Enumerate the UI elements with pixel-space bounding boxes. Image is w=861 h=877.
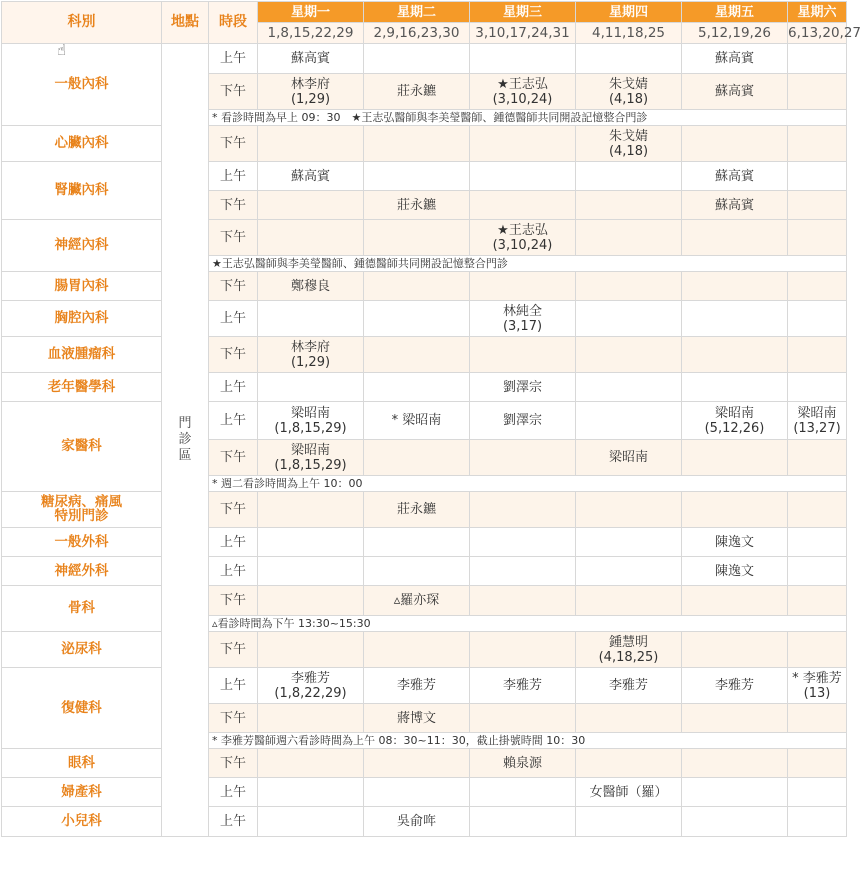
period-label: 下午 [209,337,258,373]
doctor-cell [788,301,847,337]
period-label: 上午 [209,373,258,402]
doctor-cell [682,337,788,373]
schedule-row [2,528,847,557]
doctor-cell [258,373,364,402]
location-name: 門診區 [178,416,192,463]
department-label[interactable] [2,220,162,272]
doctor-cell [682,632,788,668]
doctor-cell [682,272,788,301]
doctor-cell[interactable]: 劉澤宗 [470,373,576,402]
day-dates-thu: 4,11,18,25 [576,23,682,44]
doctor-cell[interactable]: ★王志弘 (3,10,24) [470,220,576,256]
day-name-tue: 星期二 [364,2,470,23]
doctor-cell [470,44,576,74]
doctor-cell[interactable]: 梁昭南 [576,440,682,476]
day-dates-fri: 5,12,19,26 [682,23,788,44]
doctor-cell [470,191,576,220]
doctor-cell [576,191,682,220]
department-name: 眼科 [68,754,95,771]
doctor-cell [470,440,576,476]
period-label: 下午 [209,586,258,616]
department-name: 一般外科 [54,533,109,550]
doctor-cell [364,44,470,74]
doctor-cell [576,301,682,337]
header-period: 時段 [209,2,258,44]
doctor-cell [470,337,576,373]
doctor-cell[interactable]: 蘇高賓 [682,191,788,220]
schedule-note: * 看診時間為早上 09：30 ★王志弘醫師與李美瑩醫師、鍾德醫師共同開設記憶整合門診 [209,110,847,126]
doctor-cell [258,492,364,528]
doctor-cell [788,807,847,837]
doctor-cell [682,492,788,528]
department-name: 老年醫學科 [47,378,116,395]
doctor-cell [788,778,847,807]
day-name-wed: 星期三 [470,2,576,23]
schedule-row [2,272,847,301]
doctor-cell [364,162,470,191]
department-name: 神經內科 [54,237,109,253]
department-name: 糖尿病、痛風 特別門診 [41,494,122,524]
doctor-cell[interactable]: * 李雅芳 (13) [788,668,847,704]
schedule-row [2,632,847,668]
doctor-cell [576,749,682,778]
doctor-cell[interactable]: 陳逸文 [682,557,788,586]
doctor-cell [576,220,682,256]
schedule-note: ★王志弘醫師與李美瑩醫師、鍾德醫師共同開設記憶整合門診 [209,256,847,272]
doctor-cell[interactable]: 梁昭南 (13,27) [788,402,847,440]
department-label[interactable] [2,528,162,557]
department-label[interactable] [2,492,162,528]
doctor-cell [364,440,470,476]
header-dept: 科別 [2,2,162,44]
header-location: 地點 [162,2,209,44]
doctor-cell[interactable]: 蘇高賓 [258,44,364,74]
period-label: 下午 [209,74,258,110]
period-label: 上午 [209,162,258,191]
doctor-cell[interactable]: 吳俞哖 [364,807,470,837]
doctor-cell [788,492,847,528]
day-dates-tue: 2,9,16,23,30 [364,23,470,44]
doctor-cell [364,778,470,807]
department-label[interactable] [2,749,162,778]
doctor-cell [682,586,788,616]
department-label[interactable] [2,41,162,126]
doctor-cell [788,440,847,476]
doctor-cell[interactable]: 李雅芳 [470,668,576,704]
doctor-cell[interactable]: 林純全 (3,17) [470,301,576,337]
hand-pointer-icon: ☝ [57,41,67,59]
schedule-row [2,337,847,373]
doctor-cell[interactable]: 梁昭南 (5,12,26) [682,402,788,440]
department-name: 心臟內科 [54,135,109,151]
department-label[interactable] [2,668,162,749]
schedule-body [2,41,847,837]
doctor-cell [258,778,364,807]
department-name: 泌尿科 [61,641,102,657]
doctor-cell [788,528,847,557]
schedule-row [2,492,847,528]
schedule-row [2,557,847,586]
period-label: 上午 [209,402,258,440]
doctor-cell [470,126,576,162]
schedule-row [2,586,847,616]
doctor-cell[interactable]: 蔣博文 [364,704,470,733]
doctor-cell[interactable]: 朱戈婧 (4,18) [576,74,682,110]
doctor-cell [470,492,576,528]
doctor-cell [470,557,576,586]
doctor-cell [470,162,576,191]
doctor-cell [258,749,364,778]
department-name: 腸胃內科 [54,277,109,294]
doctor-cell[interactable]: 李雅芳 [364,668,470,704]
doctor-cell [576,586,682,616]
doctor-cell[interactable]: 鄭穆良 [258,272,364,301]
schedule-row [2,44,847,74]
doctor-cell [576,373,682,402]
doctor-cell [364,557,470,586]
doctor-cell[interactable]: 莊永鑣 [364,74,470,110]
doctor-cell [788,126,847,162]
doctor-cell [470,632,576,668]
schedule-note: * 李雅芳醫師週六看診時間為上午 08：30~11：30，截止掛號時間 10：30 [209,733,847,749]
doctor-cell [576,162,682,191]
doctor-cell [788,373,847,402]
day-dates-mon: 1,8,15,22,29 [258,23,364,44]
doctor-cell [258,220,364,256]
doctor-cell [788,74,847,110]
department-name: 一般內科 [54,76,109,92]
doctor-cell [258,586,364,616]
doctor-cell [258,632,364,668]
period-label: 下午 [209,492,258,528]
period-label: 下午 [209,220,258,256]
doctor-cell[interactable]: 莊永鑣 [364,191,470,220]
doctor-cell [258,557,364,586]
doctor-cell [364,373,470,402]
location-cell [162,44,209,837]
doctor-cell [576,272,682,301]
schedule-note: * 週二看診時間為上午 10：00 [209,476,847,492]
department-label[interactable] [2,126,162,162]
doctor-cell [258,807,364,837]
doctor-cell[interactable]: 蘇高賓 [682,44,788,74]
period-label: 上午 [209,778,258,807]
doctor-cell [788,704,847,733]
doctor-cell [576,44,682,74]
schedule-row [2,749,847,778]
doctor-cell[interactable]: 李雅芳 [682,668,788,704]
doctor-cell [258,301,364,337]
doctor-cell [788,162,847,191]
doctor-cell [258,126,364,162]
doctor-cell [364,301,470,337]
period-label: 下午 [209,191,258,220]
doctor-cell[interactable]: 蘇高賓 [682,74,788,110]
doctor-cell[interactable]: 賴泉源 [470,749,576,778]
doctor-cell [788,632,847,668]
department-label[interactable] [2,162,162,220]
department-label[interactable] [2,402,162,492]
period-label: 下午 [209,632,258,668]
doctor-cell [364,272,470,301]
day-dates-sat: 6,13,20,27 [788,23,847,44]
doctor-cell[interactable]: 梁昭南 (1,8,15,29) [258,402,364,440]
doctor-cell [576,557,682,586]
department-name: 血液腫瘤科 [47,346,116,362]
doctor-cell [682,440,788,476]
period-label: 上午 [209,807,258,837]
department-name: 家醫科 [61,438,102,454]
department-label[interactable] [2,337,162,373]
clinic-schedule-table [1,1,861,837]
department-label[interactable] [2,586,162,632]
doctor-cell [682,778,788,807]
doctor-cell [788,272,847,301]
schedule-row [2,220,847,256]
department-label[interactable] [2,807,162,837]
doctor-cell [682,807,788,837]
department-name: 神經外科 [54,562,109,579]
doctor-cell[interactable]: 劉澤宗 [470,402,576,440]
doctor-cell [576,528,682,557]
schedule-row [2,162,847,191]
department-name: 骨科 [68,600,95,616]
period-label: 下午 [209,126,258,162]
department-label[interactable] [2,373,162,402]
doctor-cell [258,191,364,220]
doctor-cell [682,301,788,337]
department-name: 腎臟內科 [54,182,109,198]
doctor-cell[interactable]: ▵羅亦琛 [364,586,470,616]
doctor-cell[interactable]: 林李府 (1,29) [258,337,364,373]
doctor-cell [682,704,788,733]
period-label: 上午 [209,301,258,337]
period-label: 下午 [209,272,258,301]
period-label: 下午 [209,704,258,733]
doctor-cell [788,586,847,616]
doctor-cell [788,44,847,74]
period-label: 上午 [209,44,258,74]
doctor-cell [682,220,788,256]
doctor-cell [576,704,682,733]
schedule-row [2,301,847,337]
schedule-row [2,402,847,440]
doctor-cell [364,126,470,162]
doctor-cell [364,220,470,256]
day-dates-wed: 3,10,17,24,31 [470,23,576,44]
doctor-cell [788,220,847,256]
doctor-cell [470,778,576,807]
doctor-cell [682,126,788,162]
department-label[interactable] [2,301,162,337]
doctor-cell [470,704,576,733]
doctor-cell [470,807,576,837]
period-label: 上午 [209,668,258,704]
doctor-cell[interactable]: ★王志弘 (3,10,24) [470,74,576,110]
day-name-fri: 星期五 [682,2,788,23]
doctor-cell [682,749,788,778]
doctor-cell[interactable]: 莊永鑣 [364,492,470,528]
day-name-mon: 星期一 [258,2,364,23]
day-name-sat: 星期六 [788,2,847,23]
doctor-cell [470,272,576,301]
schedule-row [2,126,847,162]
department-name: 復健科 [61,699,102,716]
doctor-cell [470,586,576,616]
doctor-cell [364,749,470,778]
doctor-cell[interactable]: 鍾慧明 (4,18,25) [576,632,682,668]
doctor-cell [788,337,847,373]
doctor-cell [364,632,470,668]
schedule-row [2,778,847,807]
doctor-cell[interactable]: 梁昭南 (1,8,15,29) [258,440,364,476]
doctor-cell[interactable]: 蘇高賓 [258,162,364,191]
period-label: 上午 [209,557,258,586]
doctor-cell[interactable]: 蘇高賓 [682,162,788,191]
doctor-cell [364,528,470,557]
period-label: 上午 [209,528,258,557]
doctor-cell [576,492,682,528]
schedule-note: ▵看診時間為下午 13:30~15:30 [209,616,847,632]
doctor-cell[interactable]: 女醫師（羅） [576,778,682,807]
doctor-cell[interactable]: 林李府 (1,29) [258,74,364,110]
schedule-row [2,807,847,837]
schedule-row [2,373,847,402]
department-name: 小兒科 [61,813,102,829]
day-name-thu: 星期四 [576,2,682,23]
department-label[interactable] [2,632,162,668]
doctor-cell [788,191,847,220]
department-name: 胸腔內科 [54,310,109,326]
period-label: 下午 [209,749,258,778]
department-label[interactable] [2,557,162,586]
doctor-cell [576,337,682,373]
doctor-cell [258,704,364,733]
doctor-cell[interactable]: 朱戈婧 (4,18) [576,126,682,162]
doctor-cell[interactable]: * 梁昭南 [364,402,470,440]
doctor-cell [682,373,788,402]
doctor-cell [470,528,576,557]
doctor-cell[interactable]: 李雅芳 [576,668,682,704]
department-name: 婦產科 [61,783,102,800]
doctor-cell [788,749,847,778]
schedule-row [2,668,847,704]
doctor-cell [258,528,364,557]
doctor-cell [576,807,682,837]
period-label: 下午 [209,440,258,476]
doctor-cell [788,557,847,586]
doctor-cell [576,402,682,440]
doctor-cell [364,337,470,373]
department-label[interactable] [2,778,162,807]
department-label[interactable] [2,272,162,301]
doctor-cell[interactable]: 李雅芳 (1,8,22,29) [258,668,364,704]
doctor-cell[interactable]: 陳逸文 [682,528,788,557]
